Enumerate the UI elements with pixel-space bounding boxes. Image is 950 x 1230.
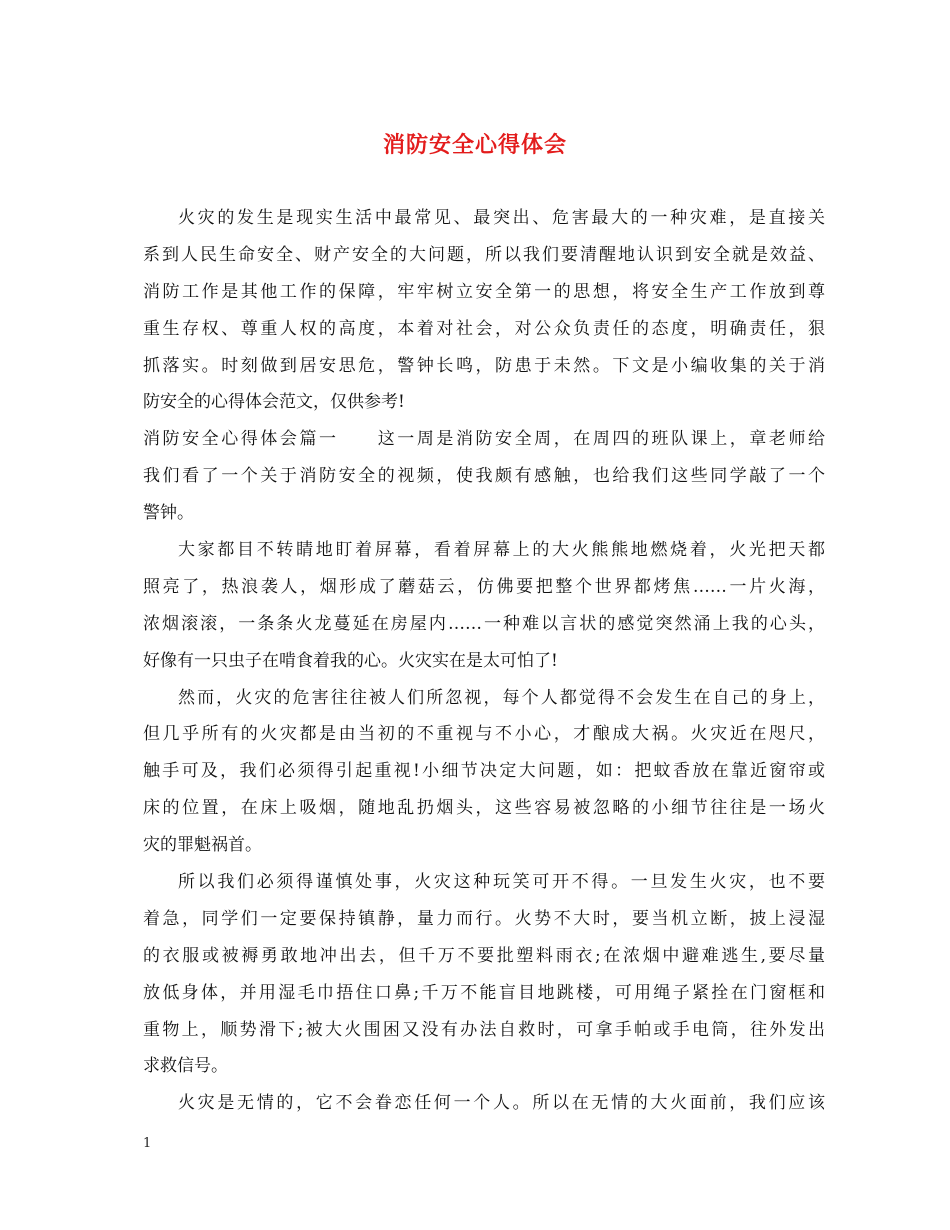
text-line: 触手可及，我们必须得引起重视!小细节决定大问题，如：把蚊香放在靠近窗帘或 — [143, 761, 825, 782]
text-line: 火灾是无情的，它不会眷恋任何一个人。所以在无情的大火面前，我们应该 — [178, 1093, 825, 1114]
text-line: 火灾的发生是现实生活中最常见、最突出、危害最大的一种灾难，是直接关 — [178, 208, 825, 228]
text-line: 照亮了，热浪袭人，烟形成了蘑菇云，仿佛要把整个世界都烤焦……一片火海， — [143, 576, 825, 597]
text-line: 防安全的心得体会范文，仅供参考! — [143, 392, 405, 413]
text-line: 求救信号。 — [143, 1056, 228, 1077]
text-line: 重物上，顺势滑下;被大火围困又没有办法自救时，可拿手帕或手电筒，往外发出 — [143, 1019, 825, 1040]
document-body — [143, 200, 825, 1122]
text-line: 我们看了一个关于消防安全的视频，使我颇有感触，也给我们这些同学敲了一个 — [143, 466, 825, 487]
text-line: 重生存权、尊重人权的高度，本着对社会，对公众负责任的态度，明确责任，狠 — [143, 318, 825, 339]
text-line: 然而，火灾的危害往往被人们所忽视，每个人都觉得不会发生在自己的身上， — [178, 687, 825, 708]
text-line: 消防工作是其他工作的保障，牢牢树立安全第一的思想，将安全生产工作放到尊 — [143, 281, 825, 302]
text-line: 但几乎所有的火灾都是由当初的不重视与不小心，才酿成大祸。火灾近在咫尺， — [143, 724, 825, 745]
page-number: 1 — [143, 1136, 152, 1151]
text-line: 的衣服或被褥勇敢地冲出去，但千万不要批塑料雨衣;在浓烟中避难逃生,要尽量 — [143, 945, 825, 966]
text-line: 放低身体，并用湿毛巾捂住口鼻;千万不能盲目地跳楼，可用绳子紧拴在门窗框和 — [143, 982, 825, 1003]
text-line: 好像有一只虫子在啃食着我的心。火灾实在是太可怕了! — [143, 650, 558, 671]
text-line: 系到人民生命安全、财产安全的大问题，所以我们要清醒地认识到安全就是效益、 — [143, 244, 825, 265]
text-line: 抓落实。时刻做到居安思危，警钟长鸣，防患于未然。下文是小编收集的关于消 — [143, 355, 825, 376]
text-line: 警钟。 — [143, 503, 194, 524]
text-line: 着急，同学们一定要保持镇静，量力而行。火势不大时，要当机立断，披上浸湿 — [143, 908, 825, 929]
text-line: 床的位置，在床上吸烟，随地乱扔烟头，这些容易被忽略的小细节往往是一场火 — [143, 798, 825, 819]
text-line: 灾的罪魁祸首。 — [143, 835, 262, 856]
text-line: 浓烟滚滚，一条条火龙蔓延在房屋内……一种难以言状的感觉突然涌上我的心头， — [143, 613, 825, 634]
text-line: 消防安全心得体会篇一 这一周是消防安全周，在周四的班队课上，章老师给 — [143, 429, 825, 450]
text-line: 所以我们必须得谨慎处事，火灾这种玩笑可开不得。一旦发生火灾，也不要 — [178, 872, 825, 893]
document-title: 消防安全心得体会 — [382, 132, 567, 158]
text-line: 大家都目不转睛地盯着屏幕，看着屏幕上的大火熊熊地燃烧着，火光把天都 — [178, 540, 825, 561]
